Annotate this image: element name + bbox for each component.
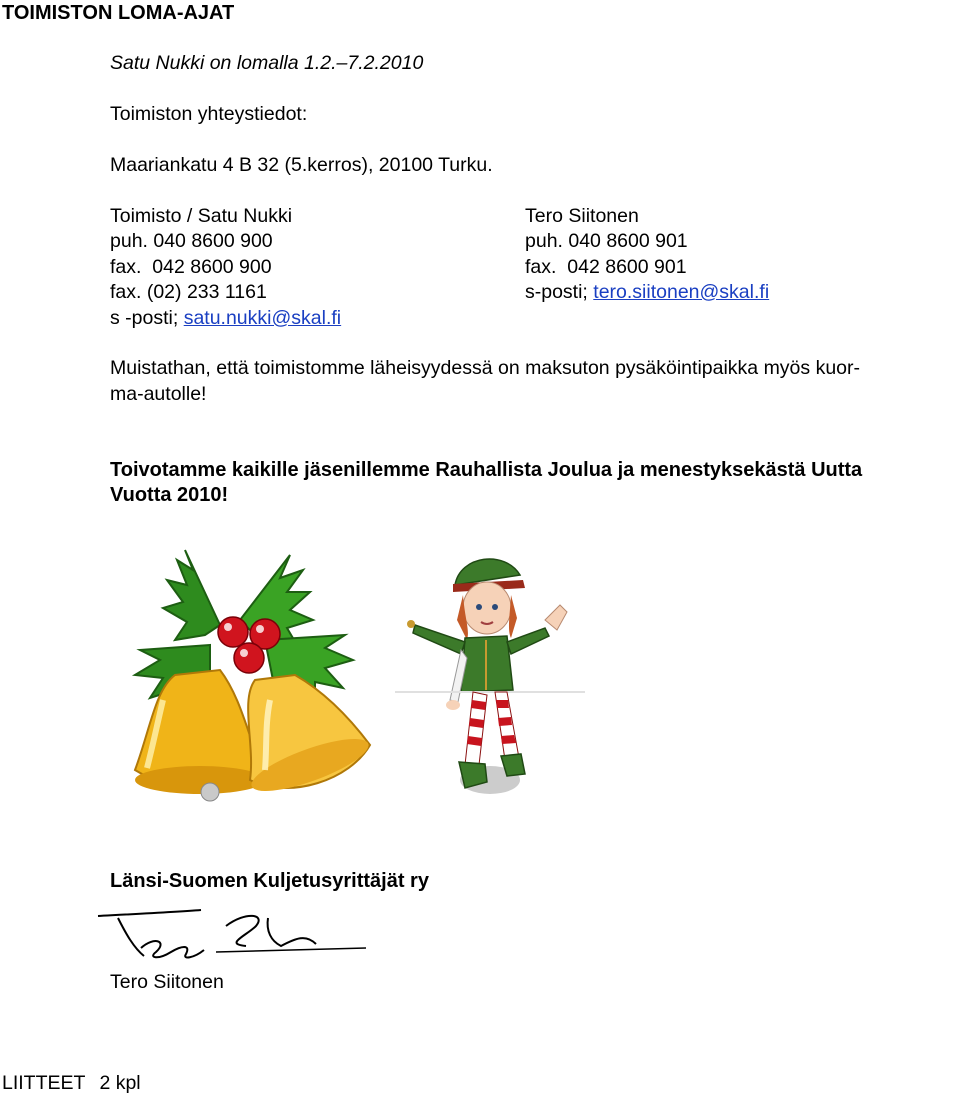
email-link-satu[interactable]: satu.nukki@skal.fi (183, 307, 342, 329)
contact-left-email-row (110, 307, 341, 329)
attachments-label: LIITTEET (2, 1072, 86, 1094)
email-label: s -posti; (110, 307, 184, 329)
handwritten-signature (96, 906, 371, 966)
contact-left-fax: fax. 042 8600 900 (110, 256, 272, 278)
office-address: Maariankatu 4 B 32 (5.kerros), 20100 Turku. (110, 154, 493, 176)
contacts-heading: Toimiston yhteystiedot: (110, 103, 308, 125)
email-label: s-posti; (525, 281, 594, 303)
contact-left-phone: puh. 040 8600 900 (110, 230, 273, 252)
gold-bell-right-icon (246, 675, 373, 801)
contact-right-fax: fax. 042 8600 901 (525, 256, 687, 278)
greeting-line1: Toivotamme kaikille jäsenillemme Rauhallista Joulua ja menestyksekästä Uutta (110, 459, 863, 481)
contact-right-email-row (525, 281, 769, 303)
contact-left-fax-landline: fax. (02) 233 1161 (110, 281, 267, 303)
parking-note-line2: ma-autolle! (110, 383, 207, 405)
greeting-line2: Vuotta 2010! (110, 484, 229, 506)
attachments-row (2, 1072, 141, 1094)
elf-illustration (395, 550, 585, 805)
signer-name: Tero Siitonen (110, 971, 224, 993)
email-link-tero[interactable]: tero.siitonen@skal.fi (593, 281, 770, 303)
parking-note-line1: Muistathan, että toimistomme läheisyydessä on maksuton pysäköintipaikka myös kuor- (110, 357, 860, 379)
christmas-bells-illustration (115, 530, 385, 820)
contact-right-phone: puh. 040 8600 901 (525, 230, 688, 252)
contact-right-name: Tero Siitonen (525, 205, 639, 227)
vacation-notice: Satu Nukki on lomalla 1.2.–7.2.2010 (110, 52, 424, 74)
organization-name: Länsi-Suomen Kuljetusyrittäjät ry (110, 870, 429, 892)
attachments-count: 2 kpl (99, 1072, 141, 1094)
page-title: TOIMISTON LOMA-AJAT (2, 2, 235, 24)
striped-legs-icon (465, 692, 519, 765)
elf-icon (395, 559, 585, 788)
contact-left-name: Toimisto / Satu Nukki (110, 205, 293, 227)
